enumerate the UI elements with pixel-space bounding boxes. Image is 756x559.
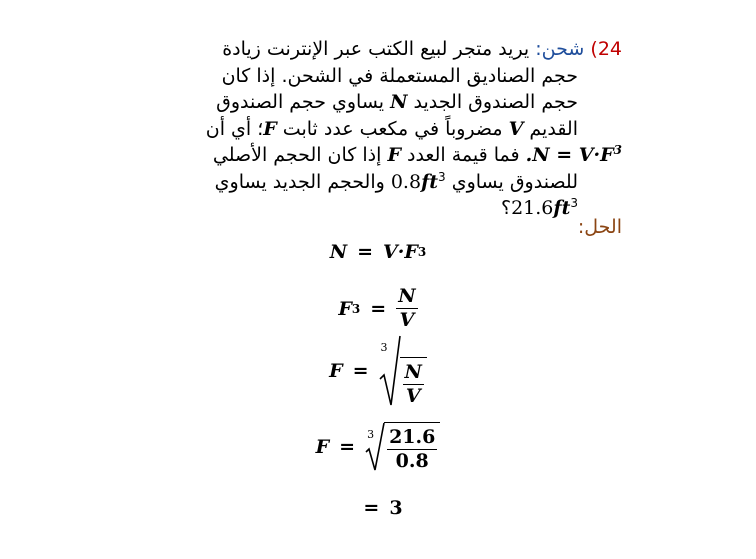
eq4-lhs: F xyxy=(315,436,330,458)
solution-eq-2: F 3 = $\frac{N}{V}$ xyxy=(338,285,416,331)
var-v: V xyxy=(508,117,524,140)
problem-text-1: يريد متجر لبيع الكتب عبر الإنترنت زيادة xyxy=(222,38,530,60)
problem-line-4 xyxy=(152,116,622,143)
problem-text-3a: حجم الصندوق الجديد xyxy=(413,91,578,113)
solution-result xyxy=(0,497,756,519)
result-value: 3 xyxy=(389,497,403,519)
problem-text-6b: والحجم الجديد يساوي xyxy=(214,170,385,193)
eq3-root-index: 3 xyxy=(380,341,388,354)
solution-label: الحل: xyxy=(577,216,622,238)
eq4-cube-root xyxy=(365,422,440,472)
eq2-numerator: N xyxy=(398,285,416,307)
var-n: N xyxy=(390,91,408,113)
new-volume-value: 21.6 xyxy=(511,197,554,219)
new-volume-unit: ft xyxy=(553,197,571,219)
problem-text-3b: يساوي حجم الصندوق xyxy=(216,91,385,113)
eq1-rhs: V·F xyxy=(383,241,418,263)
question-mark: ؟ xyxy=(501,197,512,219)
inline-equation-text: N = V·F xyxy=(532,144,614,166)
eq2-lhs: F xyxy=(338,297,352,320)
problem-text-4b: مضروباً في مكعب عدد ثابت xyxy=(282,117,503,140)
problem-line-2 xyxy=(152,63,622,90)
solution-eq-1: N = V·F 3 xyxy=(329,241,427,263)
problem-number: 24) xyxy=(590,38,622,60)
eq3-cube-root xyxy=(379,335,427,407)
eq1-equals: = xyxy=(357,241,374,263)
problem-text-2: حجم الصناديق المستعملة في الشحن. إذا كان xyxy=(221,64,578,87)
problem-text-6a: للصندوق يساوي xyxy=(451,170,578,193)
eq3-equals: = xyxy=(352,360,369,382)
original-volume-value: 0.8 xyxy=(390,170,422,193)
eq3-numerator: N xyxy=(404,361,422,383)
eq4-numerator: 21.6 xyxy=(389,426,436,448)
result-equals: = xyxy=(363,497,380,519)
new-volume-exp: 3 xyxy=(570,196,578,210)
new-volume xyxy=(511,197,578,219)
problem-text-5a: فما قيمة العدد xyxy=(407,144,520,166)
inline-period: . xyxy=(525,144,533,166)
problem-statement xyxy=(152,36,622,222)
solution-eq-3 xyxy=(0,335,756,407)
problem-text-4c: ؛ أي أن xyxy=(205,117,264,140)
eq4-root-index: 3 xyxy=(367,428,375,441)
eq2-equals: = xyxy=(370,297,387,320)
eq4-equals: = xyxy=(339,436,356,458)
eq3-lhs: F xyxy=(329,360,343,382)
var-f-2: F xyxy=(387,144,401,166)
eq3-radicand xyxy=(400,357,427,407)
eq4-radicand xyxy=(384,422,440,472)
original-volume xyxy=(391,171,446,193)
inline-equation xyxy=(532,144,622,166)
problem-text-4a: القديم xyxy=(529,117,578,140)
original-volume-exp: 3 xyxy=(438,169,446,184)
var-f: F xyxy=(263,117,277,140)
problem-line-5 xyxy=(152,142,622,169)
problem-line-7 xyxy=(152,195,622,222)
eq1-lhs: N xyxy=(329,241,348,263)
problem-text-5b: إذا كان الحجم الأصلي xyxy=(212,144,382,166)
eq4-fraction xyxy=(387,427,437,472)
eq3-fraction xyxy=(403,362,424,407)
solution-eq-4 xyxy=(0,422,756,472)
eq2-denominator: V xyxy=(399,309,415,331)
problem-line-6 xyxy=(152,169,622,196)
inline-exponent: 3 xyxy=(613,143,622,157)
eq3-denominator: V xyxy=(405,385,421,407)
problem-topic: شحن: xyxy=(535,38,585,60)
problem-line-3 xyxy=(152,89,622,116)
original-volume-unit: ft xyxy=(421,170,439,193)
eq4-denominator: 0.8 xyxy=(395,450,429,472)
eq2-fraction xyxy=(396,286,417,331)
problem-line-1 xyxy=(152,36,622,63)
